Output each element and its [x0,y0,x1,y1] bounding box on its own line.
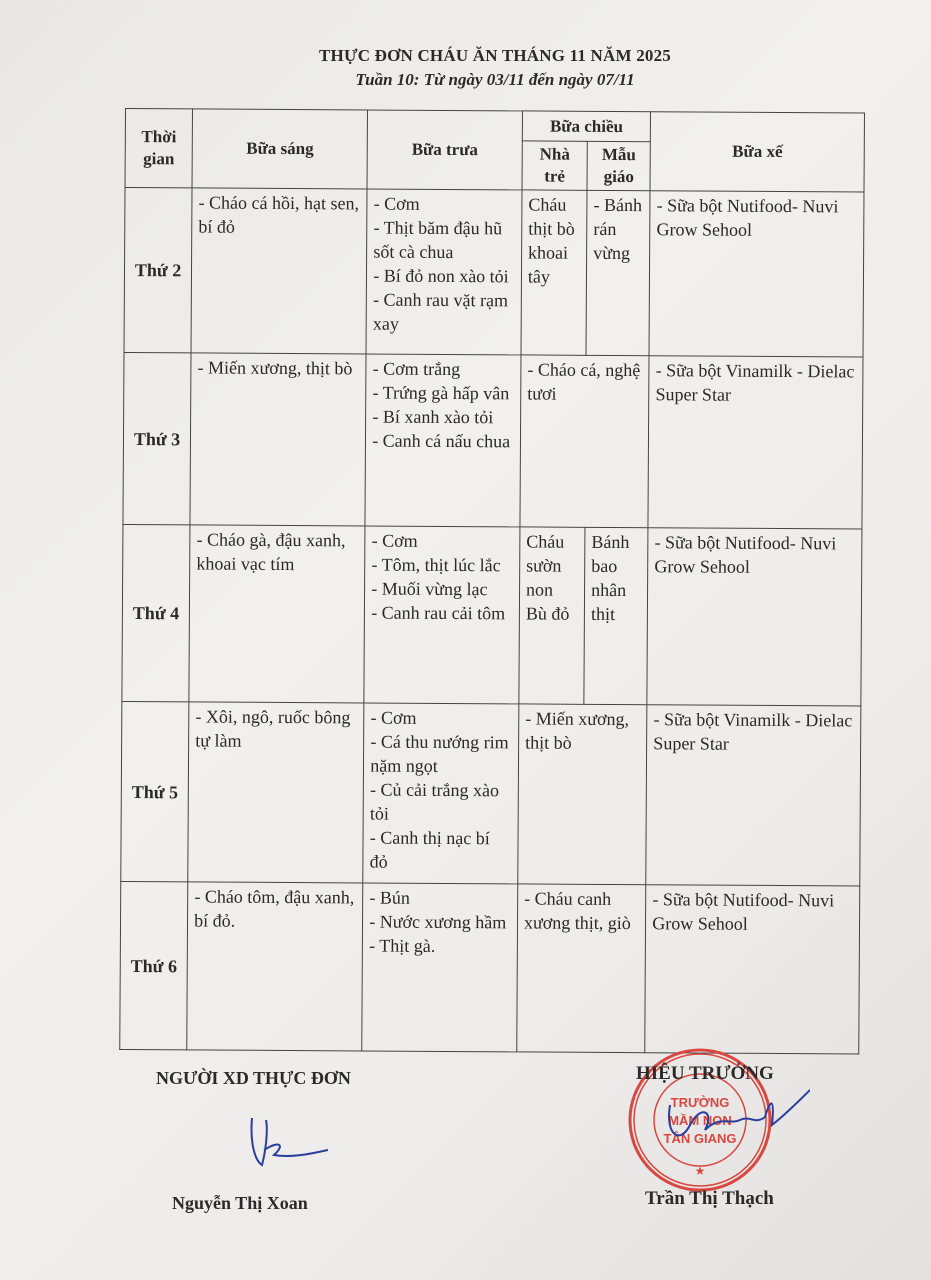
day-cell: Thứ 5 [121,701,189,881]
afternoon-cell: - Miến xương, thịt bò [518,704,647,885]
page-title: THỰC ĐƠN CHÁU ĂN THÁNG 11 NĂM 2025 [319,46,671,65]
breakfast-cell: - Xôi, ngô, ruốc bông tự làm [188,702,364,883]
kindergarten-cell: - Bánh rán vừng [586,190,650,355]
table-row [122,524,862,706]
day-cell: Thứ 2 [124,188,192,353]
header-time: Thời gian [125,109,193,188]
snack-cell: - Sữa bột Vinamilk - Dielac Super Star [648,356,863,529]
lunch-cell: - Cơm - Thịt băm đậu hũ sốt cà chua - Bí đỏ non xào tỏi - Canh rau vặt rạm xay [366,189,522,355]
day-cell: Thứ 6 [120,881,188,1049]
table-row [120,881,860,1054]
header-breakfast: Bữa sáng [192,109,368,189]
header-snack: Bữa xế [650,112,864,192]
principal-name: Trần Thị Thạch [645,1188,774,1209]
lunch-cell: - Cơm - Cá thu nướng rim nặm ngọt - Củ cải trắng xào tỏi - Canh thị nạc bí đỏ [363,703,519,884]
page-subtitle: Tuần 10: Từ ngày 03/11 đến ngày 07/11 [355,70,635,89]
breakfast-cell: - Cháo cá hồi, hạt sen, bí đỏ [191,188,367,354]
principal-title: HIỆU TRƯỞNG [636,1063,774,1084]
snack-cell: - Sữa bột Vinamilk - Dielac Super Star [646,705,861,886]
svg-text:MẦM NON: MẦM NON [668,1113,732,1128]
svg-text:★: ★ [694,1164,706,1178]
snack-cell: - Sữa bột Nutifood- Nuvi Grow Sehool [645,885,860,1054]
table-row [124,188,864,358]
lunch-cell: - Bún - Nước xương hầm - Thịt gà. [362,883,518,1052]
table-row [121,701,861,886]
kindergarten-cell: Bánh bao nhân thịt [584,527,648,704]
header-nursery: Nhà trẻ [522,141,587,190]
menu-author-name: Nguyễn Thị Xoan [172,1193,308,1213]
breakfast-cell: - Cháo tôm, đậu xanh, bí đỏ. [187,882,363,1051]
day-cell: Thứ 4 [122,524,190,701]
table-row [123,352,863,529]
afternoon-cell: - Cháo cá, nghệ tươi [520,355,649,528]
nursery-cell: Cháu sườn non Bù đỏ [519,527,585,704]
day-cell: Thứ 3 [123,352,191,524]
menu-author-title: NGƯỜI XD THỰC ĐƠN [156,1068,351,1088]
header-lunch: Bữa trưa [367,110,522,190]
author-signature [240,1110,330,1180]
svg-text:TRƯỜNG: TRƯỜNG [670,1095,730,1110]
svg-text:TÂN GIANG: TÂN GIANG [663,1131,737,1146]
breakfast-cell: - Cháo gà, đậu xanh, khoai vạc tím [189,525,365,703]
nursery-cell: Cháu thịt bò khoai tây [521,190,587,355]
lunch-cell: - Cơm trắng - Trứng gà hấp vân - Bí xanh xào tỏi - Canh cá nấu chua [365,354,521,527]
afternoon-cell: - Cháu canh xương thịt, giò [517,884,646,1053]
principal-signature [660,1085,810,1155]
lunch-cell: - Cơm - Tôm, thịt lúc lắc - Muối vừng lạc - Canh rau cải tôm [364,526,520,704]
snack-cell: - Sữa bột Nutifood- Nuvi Grow Sehool [649,191,864,357]
header-kindergarten: Mẫu giáo [587,141,650,190]
snack-cell: - Sữa bột Nutifood- Nuvi Grow Sehool [647,528,862,706]
header-afternoon: Bữa chiều [522,111,650,142]
menu-table [119,108,865,1055]
breakfast-cell: - Miến xương, thịt bò [190,353,366,526]
